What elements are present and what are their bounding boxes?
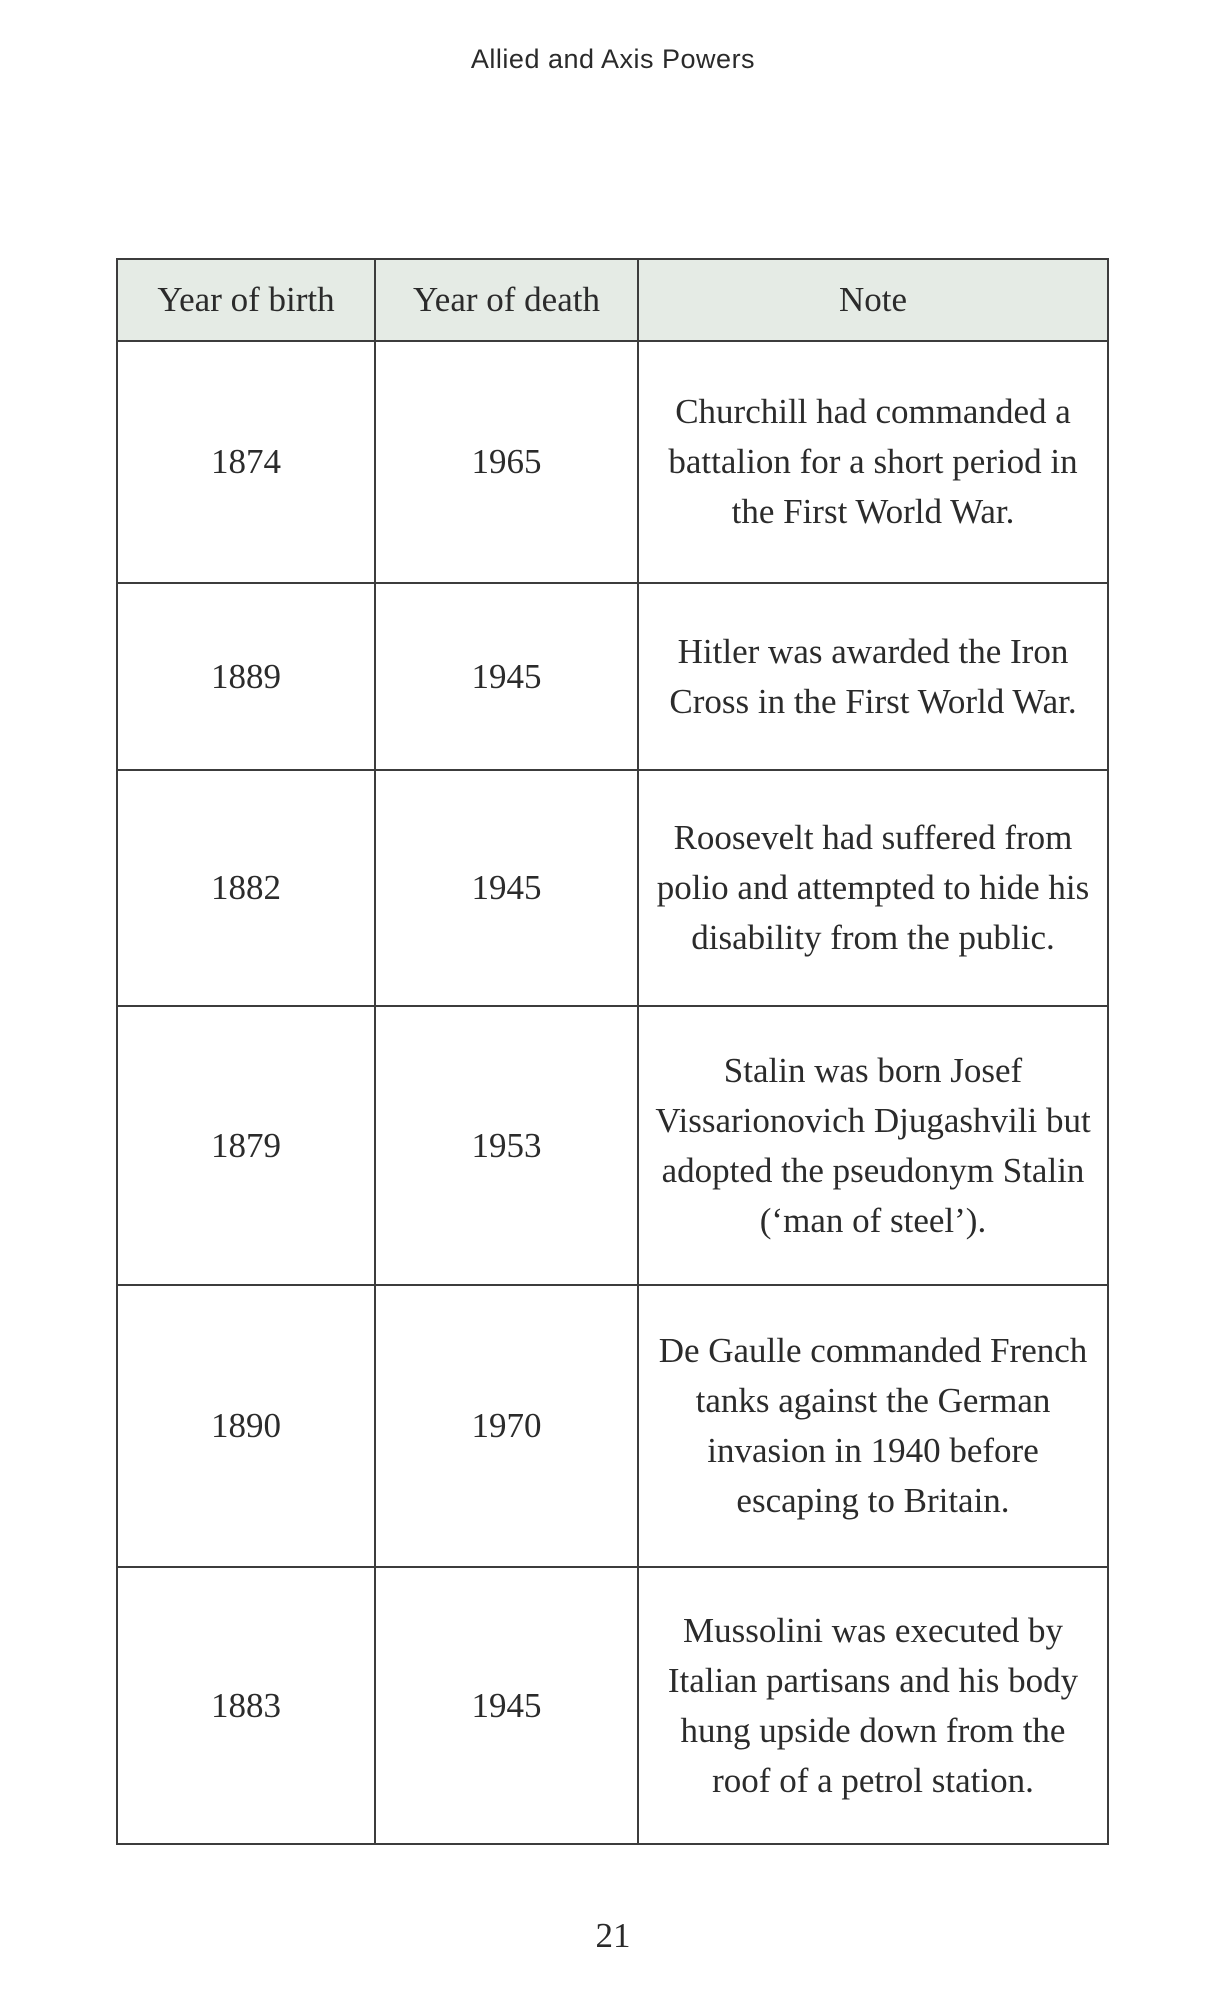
death-year-cell: 1945 <box>375 1567 638 1844</box>
note-cell: Roosevelt had suffered from polio and attempted to hide his disability from the public. <box>638 770 1108 1006</box>
table-row <box>117 583 1108 770</box>
page-number: 21 <box>595 1916 631 1955</box>
birth-year-cell: 1890 <box>117 1285 375 1567</box>
birth-year-cell: 1882 <box>117 770 375 1006</box>
birth-year-cell: 1879 <box>117 1006 375 1285</box>
death-year-cell: 1945 <box>375 770 638 1006</box>
table-row <box>117 1006 1108 1285</box>
table-row <box>117 1567 1108 1844</box>
death-year-cell: 1945 <box>375 583 638 770</box>
header-note: Note <box>638 259 1108 341</box>
death-year-cell: 1965 <box>375 341 638 583</box>
table-body <box>117 341 1108 1844</box>
note-cell: Hitler was awarded the Iron Cross in the First World War. <box>638 583 1108 770</box>
table-row <box>117 341 1108 583</box>
birth-year-cell: 1874 <box>117 341 375 583</box>
note-cell: Mussolini was executed by Italian partisans and his body hung upside down from the roof of a petrol station. <box>638 1567 1108 1844</box>
table-row <box>117 1285 1108 1567</box>
running-head: Allied and Axis Powers <box>470 44 756 74</box>
table-row <box>117 770 1108 1006</box>
table-header <box>117 259 1108 341</box>
leaders-table <box>116 258 1109 1845</box>
death-year-cell: 1970 <box>375 1285 638 1567</box>
note-cell: Stalin was born Josef Vissarionovich Djugashvili but adopted the pseudonym Stalin (‘man of steel’). <box>638 1006 1108 1285</box>
birth-year-cell: 1883 <box>117 1567 375 1844</box>
header-year-of-birth: Year of birth <box>117 259 375 341</box>
header-row <box>117 259 1108 341</box>
note-cell: De Gaulle commanded French tanks against the German invasion in 1940 before escaping to Britain. <box>638 1285 1108 1567</box>
death-year-cell: 1953 <box>375 1006 638 1285</box>
birth-year-cell: 1889 <box>117 583 375 770</box>
header-year-of-death: Year of death <box>375 259 638 341</box>
note-cell: Churchill had commanded a battalion for a short period in the First World War. <box>638 341 1108 583</box>
